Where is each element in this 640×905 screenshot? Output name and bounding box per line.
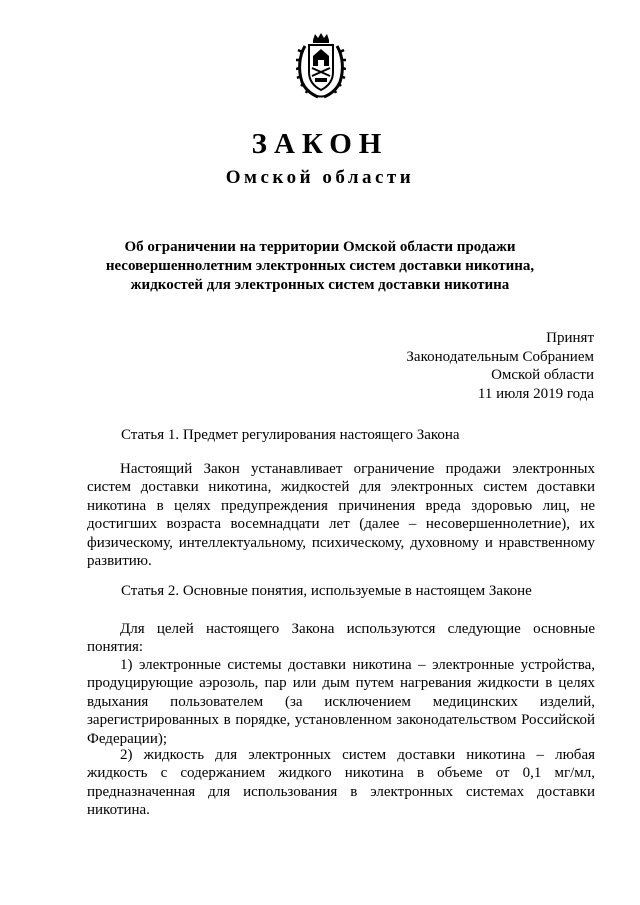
article-2-intro: Для целей настоящего Закона используются следующие основные понятия: <box>87 621 595 656</box>
adoption-line: Законодательным Собранием <box>406 348 594 365</box>
adoption-line: Омской области <box>491 367 594 383</box>
article-2-item-1: 1) электронные системы доставки никотина – электронные устройства, продуцирующие аэрозоль, пар или дым путем нагревания жидкости в целях вдыхания пользователем (за исключением медицинских изделий, зарегистрированных в порядке, установленном законодательством Российской Федерации); <box>87 657 595 747</box>
adoption-block <box>406 329 594 403</box>
law-name-line: жидкостей для электронных систем доставки никотина <box>130 277 510 293</box>
law-name <box>60 238 580 295</box>
article-1-heading: Статья 1. Предмет регулирования настоящего Закона <box>121 427 460 443</box>
article-2-item-2: 2) жидкость для электронных систем доставки никотина – любая жидкость с содержанием жидкого никотина в объеме от 0,1 мг/мл, предназначенная для использования в электронных системах доставки никотина. <box>87 747 595 819</box>
coat-of-arms-icon <box>296 32 346 100</box>
law-name-line: несовершеннолетним электронных систем доставки никотина, <box>105 258 535 274</box>
law-name-line: Об ограничении на территории Омской области продажи <box>124 239 516 255</box>
document-subtitle: Омской области <box>225 167 415 188</box>
document-title: ЗАКОН <box>251 128 389 160</box>
article-2-heading: Статья 2. Основные понятия, используемые в настоящем Законе <box>121 583 532 599</box>
adoption-date: 11 июля 2019 года <box>477 385 594 402</box>
article-1-text: Настоящий Закон устанавливает ограничение продажи электронных систем доставки никотина, жидкостей для электронных систем доставки никотина в целях предупреждения причинения вреда здоровью лиц, не достигших возраста восемнадцати лет (далее – несовершеннолетние), их физическому, интеллектуальному, психическому, духовному и нравственному развитию. <box>87 461 595 570</box>
adoption-line: Принят <box>546 330 594 346</box>
